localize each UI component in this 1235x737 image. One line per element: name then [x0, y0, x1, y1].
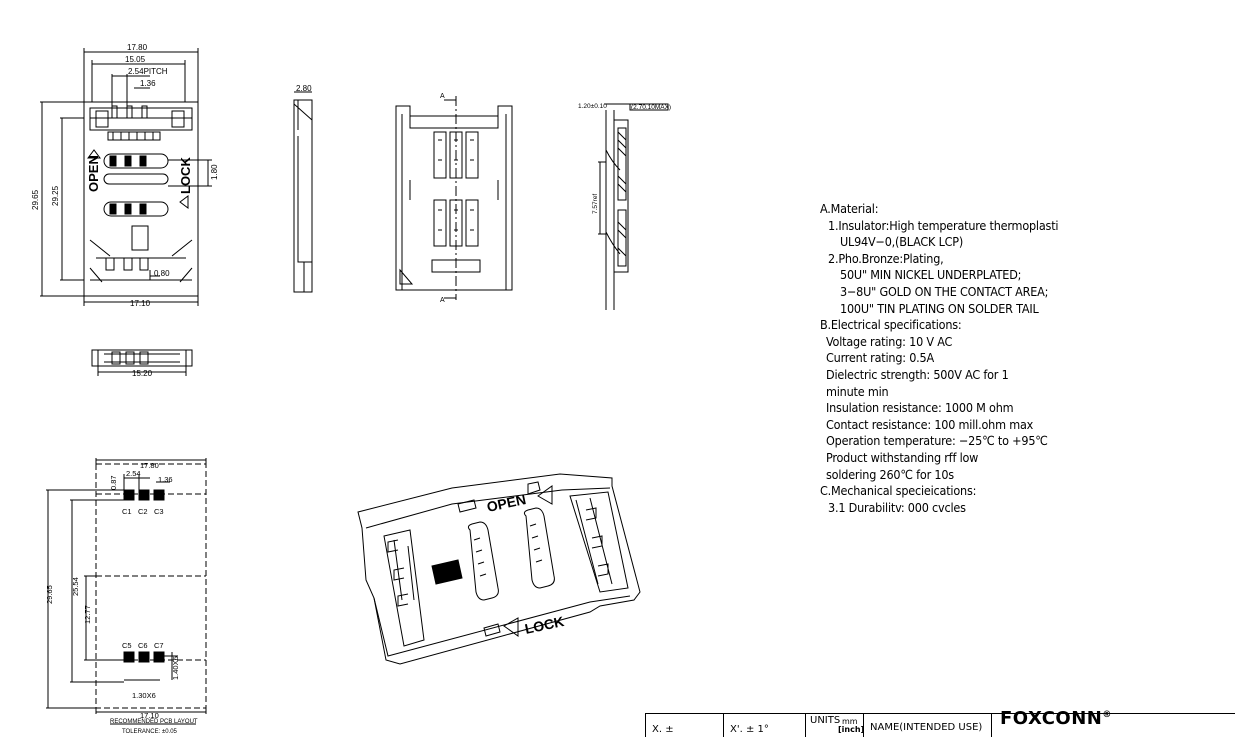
iso-label-open: OPEN	[485, 491, 528, 515]
spec-m1: 1.Insulator:High temperature thermoplasti	[828, 217, 1059, 233]
iso-label-lock: LOCK	[523, 613, 566, 637]
units-label: UNITS	[810, 715, 841, 726]
dim-15-05: 15.05	[125, 55, 146, 64]
foxconn-logo: FOXCONN®	[1000, 708, 1112, 729]
pcb-pad-w: 1.30X6	[132, 691, 156, 700]
units-inch: [inch]	[838, 725, 865, 734]
section-view	[598, 104, 668, 310]
pcb-dim-17-80: 17.80	[140, 461, 159, 470]
pcb-dim-1-36: 1.36	[158, 475, 173, 484]
pad-c3: C3	[154, 507, 164, 516]
dim-15-20: 15.20	[132, 369, 153, 378]
spec-material-heading: A.Material:	[820, 201, 879, 216]
label-lock: LOCK	[178, 157, 193, 194]
units-mm: mm	[842, 717, 858, 726]
spec-mc1: 3.1 Durabilitv: 000 cvcles	[828, 499, 966, 515]
pcb-dim-25-54: 25.54	[71, 577, 80, 596]
pcb-tolerance: TOLERANCE: ±0.05	[122, 729, 177, 735]
dim-29-65: 29.65	[31, 189, 40, 210]
tol-angle: X'. ± 1°	[730, 724, 769, 735]
dim-17-80: 17.80	[127, 43, 148, 52]
pad-c6: C6	[138, 641, 148, 650]
section-a-bottom: A	[440, 297, 445, 304]
spec-e1: Voltage rating: 10 V AC	[826, 333, 953, 349]
spec-m1b: UL94V−0,(BLACK LCP)	[840, 234, 964, 250]
pcb-dim-2-54: 2.54	[126, 469, 141, 478]
spec-e5: Contact resistance: 100 mill.ohm max	[826, 416, 1034, 432]
spec-e3b: minute min	[826, 383, 889, 399]
spec-mechanical-heading: C.Mechanical specieications:	[820, 483, 977, 499]
dim-2-80: 2.80	[296, 84, 312, 93]
section-a-top: A	[440, 93, 445, 100]
top-view-labels	[31, 43, 219, 308]
dim-1-80: 1.80	[210, 164, 219, 180]
name-intended-use: NAME(INTENDED USE)	[870, 722, 983, 733]
spec-e3: Dielectric strength: 500V AC for 1	[826, 366, 1009, 382]
pcb-dim-17-10: 17.10	[140, 711, 159, 720]
pad-c5: C5	[122, 641, 132, 650]
spec-m2c: 100U" TIN PLATING ON SOLDER TAIL	[840, 300, 1039, 316]
dim-17-10: 17.10	[130, 299, 151, 308]
dim-max: (2.70.10MAX)	[631, 104, 672, 111]
pcb-layout	[46, 458, 206, 724]
spec-m2b: 3−8U" GOLD ON THE CONTACT AREA;	[840, 283, 1049, 299]
pcb-pad-h: 1.40X6	[171, 656, 180, 680]
spec-e6: Operation temperature: −25℃ to +95℃	[826, 433, 1048, 449]
side-view	[294, 92, 312, 292]
front-view	[396, 96, 512, 300]
pcb-dim-12-77: 12.77	[83, 605, 92, 624]
specifications-block	[820, 201, 1220, 516]
title-block	[645, 713, 1235, 737]
pad-c2: C2	[138, 507, 148, 516]
brand-text: FOXCONN	[1000, 708, 1103, 729]
dim-1-20: 1.20±0.10	[578, 103, 607, 110]
spec-e2: Current rating: 0.5A	[826, 350, 934, 366]
spec-m2: 2.Pho.Bronze:Plating,	[828, 250, 944, 266]
dim-pitch: 2.54PITCH	[128, 67, 168, 76]
pad-c1: C1	[122, 507, 132, 516]
dim-1-36: 1.36	[140, 79, 156, 88]
dim-29-25: 29.25	[51, 185, 60, 206]
pcb-dim-0-87: 0.87	[109, 475, 118, 490]
spec-m2a: 50U" MIN NICKEL UNDERPLATED;	[840, 267, 1022, 283]
spec-e4: Insulation resistance: 1000 M ohm	[826, 400, 1014, 416]
pad-c7: C7	[154, 641, 164, 650]
tol-x: X. ±	[652, 724, 674, 735]
pcb-dim-29-65: 29.65	[45, 585, 54, 604]
spec-electrical-heading: B.Electrical specifications:	[820, 317, 962, 333]
label-open: OPEN	[86, 155, 101, 192]
dim-0-80: 0.80	[154, 269, 170, 278]
spec-e7: Product withstanding rff low	[826, 449, 979, 465]
pcb-caption: RECOMMENDED PCB LAYOUT	[110, 719, 198, 725]
spec-e7b: soldering 260℃ for 10s	[826, 466, 954, 482]
dim-7-57: 7.57ref	[592, 193, 599, 214]
